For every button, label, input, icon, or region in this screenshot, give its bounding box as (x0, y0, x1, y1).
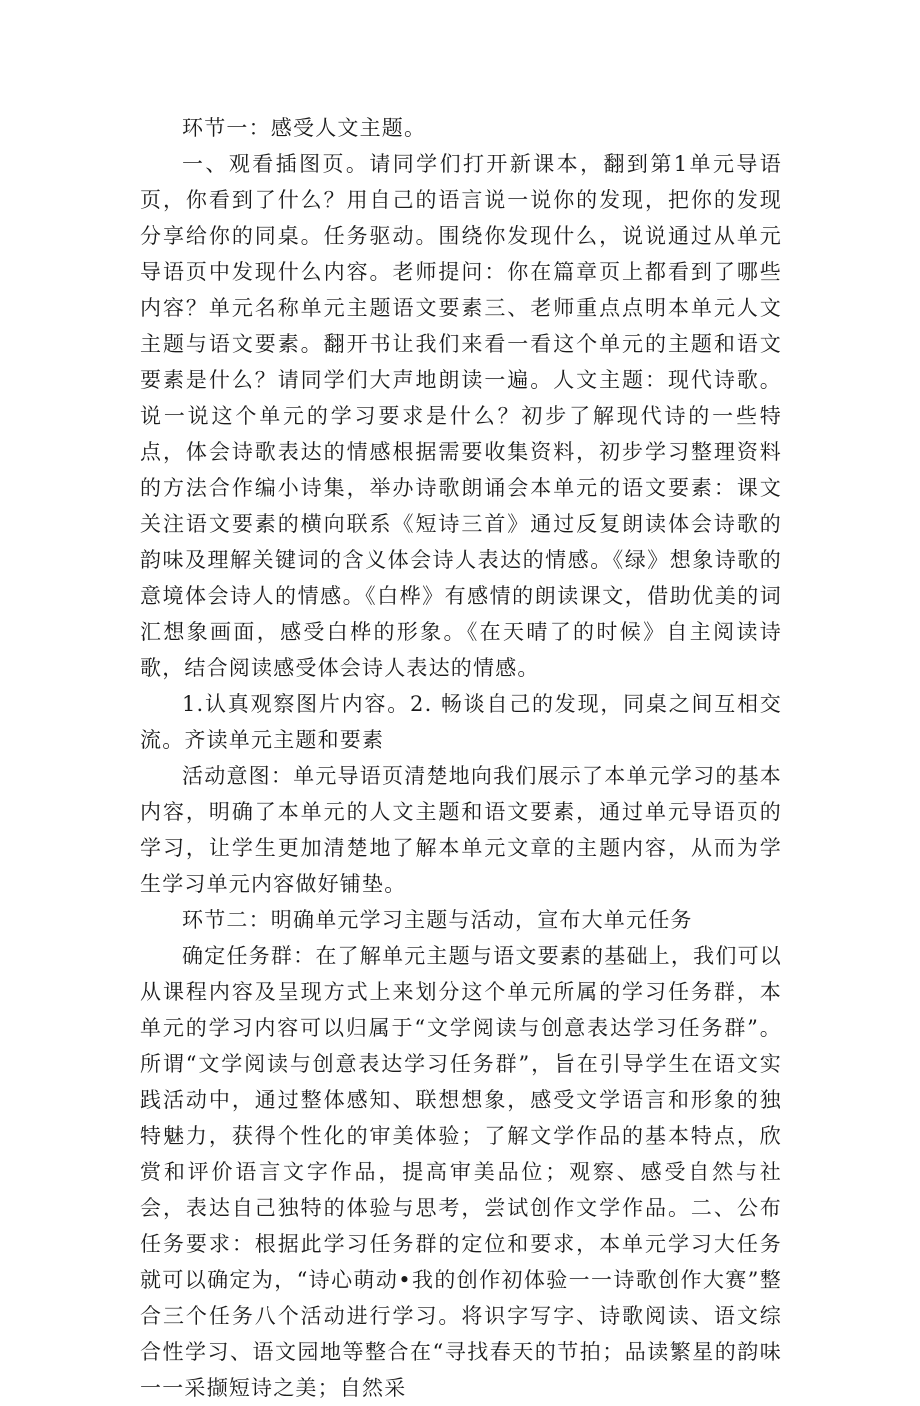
document-page (140, 110, 782, 1406)
body-paragraph: 1.认真观察图片内容。2. 畅谈自己的发现，同桌之间互相交流。齐读单元主题和要素 (140, 692, 782, 752)
section-heading-1: 环节一：感受人文主题。 (182, 116, 427, 140)
body-paragraph: 一、观看插图页。请同学们打开新课本，翻到第1单元导语页，你看到了什么？用自己的语言说一说你的发现，把你的发现分享给你的同桌。任务驱动。围绕你发现什么，说说通过从单元导语页中发现什么内容。老师提问：你在篇章页上都看到了哪些内容？单元名称单元主题语文要素三、老师重点点明本单元人文主题与语文要素。翻开书让我们来看一看这个单元的主题和语文要素是什么？请同学们大声地朗读一遍。人文主题：现代诗歌。说一说这个单元的学习要求是什么？初步了解现代诗的一些特点，体会诗歌表达的情感根据需要收集资料，初步学习整理资料的方法合作编小诗集，举办诗歌朗诵会本单元的语文要素：课文关注语文要素的横向联系《短诗三首》通过反复朗读体会诗歌的韵味及理解关键词的含义体会诗人表达的情感。《绿》想象诗歌的意境体会诗人的情感。《白桦》有感情的朗读课文，借助优美的词汇想象画面，感受白桦的形象。《在天晴了的时候》自主阅读诗歌，结合阅读感受体会诗人表达的情感。 (140, 152, 782, 680)
body-paragraph: 活动意图：单元导语页清楚地向我们展示了本单元学习的基本内容，明确了本单元的人文主题和语文要素，通过单元导语页的学习，让学生更加清楚地了解本单元文章的主题内容，从而为学生学习单元内容做好铺垫。 (140, 764, 782, 896)
section-heading-2: 环节二：明确单元学习主题与活动，宣布大单元任务 (182, 908, 693, 932)
body-paragraph: 确定任务群：在了解单元主题与语文要素的基础上，我们可以从课程内容及呈现方式上来划分这个单元所属的学习任务群，本单元的学习内容可以归属于“文学阅读与创意表达学习任务群”。所谓“文学阅读与创意表达学习任务群”，旨在引导学生在语文实践活动中，通过整体感知、联想想象，感受文学语言和形象的独特魅力，获得个性化的审美体验；了解文学作品的基本特点，欣赏和评价语言文字作品，提高审美品位；观察、感受自然与社会，表达自己独特的体验与思考，尝试创作文学作品。二、公布任务要求：根据此学习任务群的定位和要求，本单元学习大任务就可以确定为，“诗心萌动•我的创作初体验一一诗歌创作大赛”整合三个任务八个活动进行学习。将识字写字、诗歌阅读、语文综合性学习、语文园地等整合在“寻找春天的节拍；品读繁星的韵味一一采撷短诗之美；自然采 (140, 944, 782, 1400)
